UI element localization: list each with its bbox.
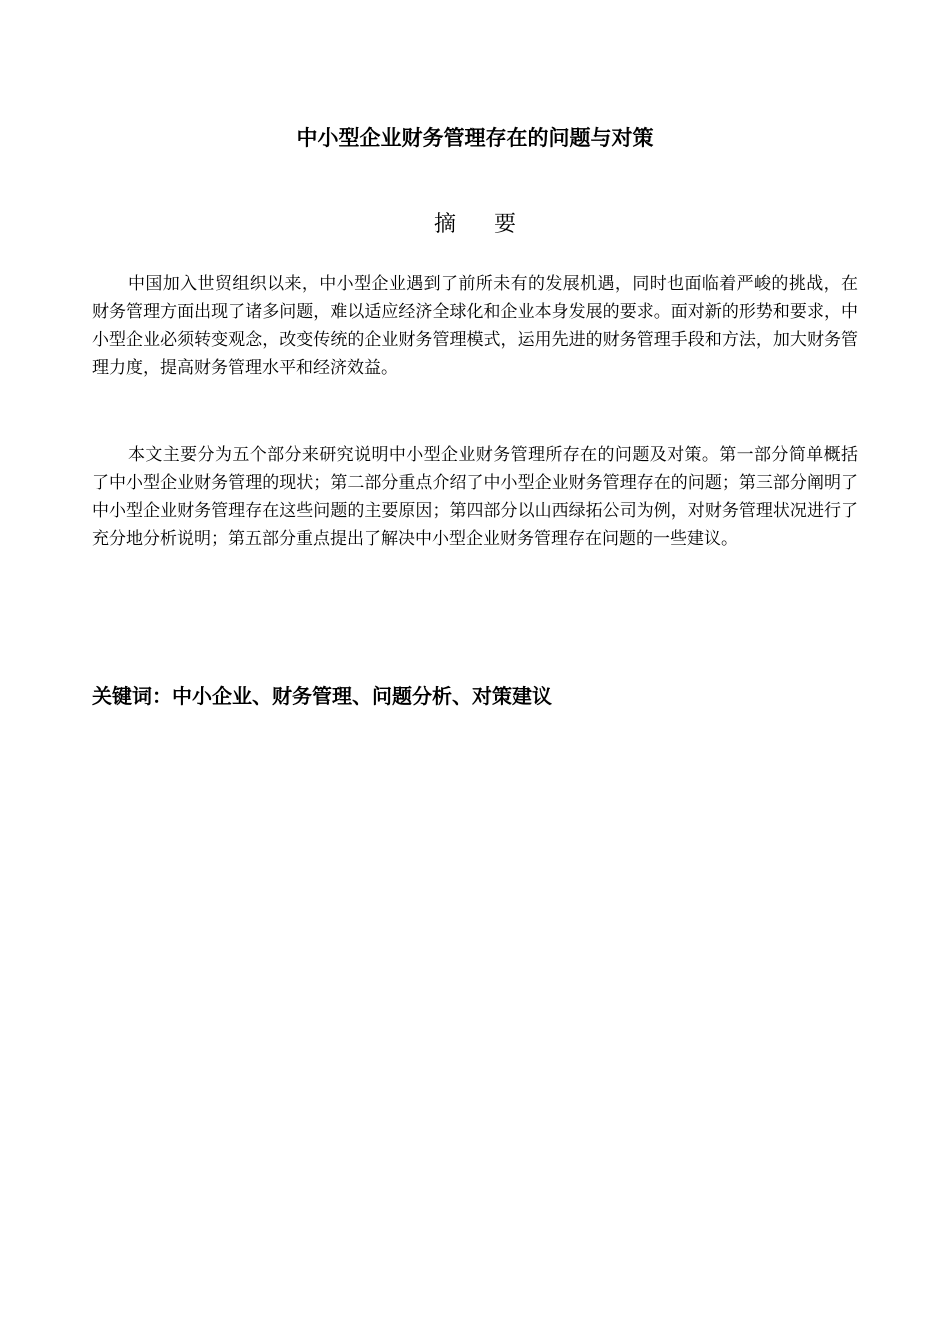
abstract-heading: 摘要: [433, 212, 554, 237]
abstract-paragraph-2: 本文主要分为五个部分来研究说明中小型企业财务管理所存在的问题及对策。第一部分简单概括了中小型企业财务管理的现状；第二部分重点介绍了中小型企业财务管理存在的问题；第三部分阐明了中小型企业财务管理存在这些问题的主要原因；第四部分以山西绿拓公司为例，对财务管理状况进行了充分地分析说明；第五部分重点提出了解决中小型企业财务管理存在问题的一些建议。: [92, 445, 858, 549]
document-title: 中小型企业财务管理存在的问题与对策: [296, 126, 654, 150]
abstract-paragraph-1: 中国加入世贸组织以来，中小型企业遇到了前所未有的发展机遇，同时也面临着严峻的挑战，在财务管理方面出现了诸多问题，难以适应经济全球化和企业本身发展的要求。面对新的形势和要求，中小型企业必须转变观念，改变传统的企业财务管理模式，运用先进的财务管理手段和方法，加大财务管理力度，提高财务管理水平和经济效益。: [92, 274, 858, 378]
keywords-line: 关键词：中小企业、财务管理、问题分析、对策建议: [92, 684, 552, 708]
